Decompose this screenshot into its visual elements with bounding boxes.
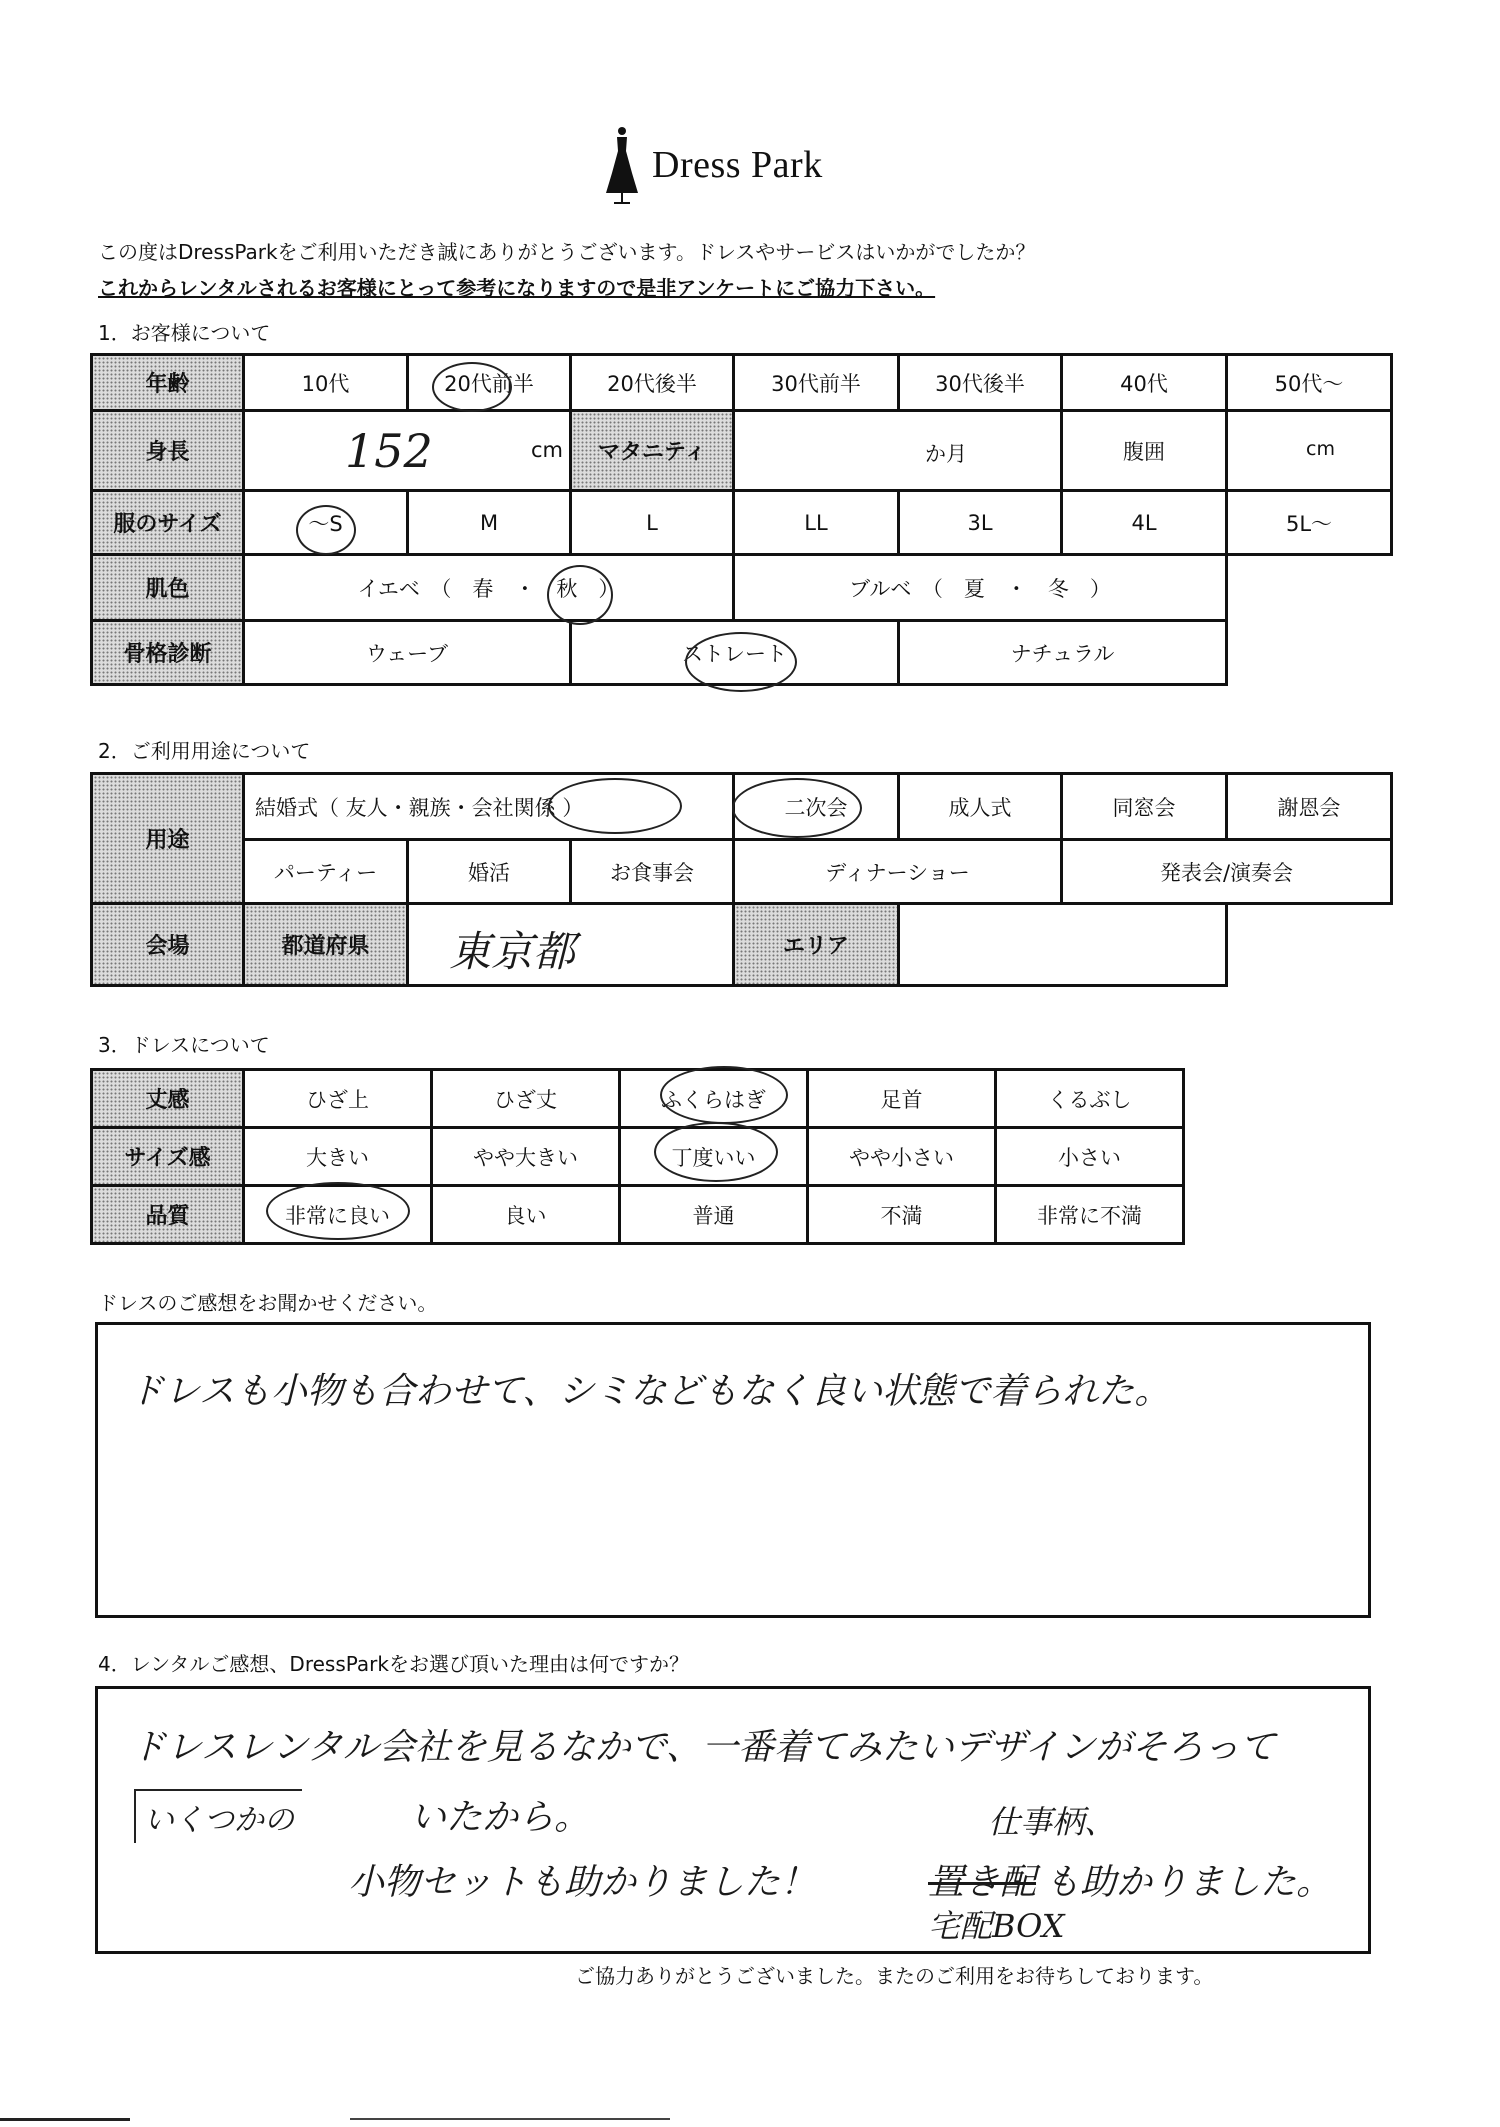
intro-request: これからレンタルされるお客様にとって参考になりますので是非アンケートにご協力下さい。 <box>98 276 936 300</box>
purpose-dinner[interactable]: お食事会 <box>571 840 734 904</box>
quality-label: 品質 <box>92 1186 244 1244</box>
size-option[interactable]: LL <box>734 491 899 555</box>
comment-line3: 小物セットも助かりました！ <box>348 1862 817 1903</box>
dress-comment: ドレスも小物も合わせて、シミなどもなく良い状態で着られた。 <box>128 1371 1171 1412</box>
quality-option[interactable]: 不満 <box>808 1186 996 1244</box>
comment-below: 宅配BOX <box>928 1907 1065 1945</box>
scan-edge-mark <box>350 2118 670 2120</box>
scan-edge-mark <box>0 2118 130 2121</box>
purpose-dinner-show[interactable]: ディナーショー <box>734 840 1062 904</box>
waist-unit: cm <box>1306 438 1335 460</box>
area-field[interactable] <box>899 904 1227 986</box>
height-label: 身長 <box>92 411 244 491</box>
clothing-size-label: 服のサイズ <box>92 491 244 555</box>
purpose-recital[interactable]: 発表会/演奏会 <box>1062 840 1392 904</box>
length-option[interactable]: ひざ丈 <box>432 1070 620 1128</box>
footer-thanks: ご協力ありがとうございました。またのご利用をお待ちしております。 <box>575 1964 1214 1988</box>
purpose-wedding[interactable]: 結婚式（ 友人・親族・会社関係 ） <box>244 774 734 840</box>
length-option[interactable]: ひざ上 <box>244 1070 432 1128</box>
body-type-option[interactable]: ウェーブ <box>244 621 571 685</box>
fit-option-selected[interactable]: 丁度いい <box>620 1128 808 1186</box>
logo-text: Dress Park <box>652 144 823 186</box>
customer-info-table <box>90 353 1393 686</box>
venue-label: 会場 <box>92 904 244 986</box>
quality-option[interactable]: 非常に不満 <box>996 1186 1184 1244</box>
comment-struck: 置き配 <box>928 1862 1037 1903</box>
dress-comment-prompt: ドレスのご感想をお聞かせください。 <box>98 1291 438 1315</box>
fit-label: サイズ感 <box>92 1128 244 1186</box>
length-option[interactable]: 足首 <box>808 1070 996 1128</box>
comment-above: 仕事柄、 <box>988 1803 1117 1841</box>
skin-yellow-base[interactable]: イエベ （ 春 ・ 秋 ） <box>244 555 734 621</box>
body-type-option[interactable]: ナチュラル <box>899 621 1227 685</box>
size-option-selected[interactable]: ～S <box>244 491 408 555</box>
age-option[interactable]: 30代後半 <box>899 355 1062 411</box>
section2-title: 2．ご利用用途について <box>98 739 311 763</box>
length-option[interactable]: くるぶし <box>996 1070 1184 1128</box>
section4-title: 4．レンタルご感想、DressParkをお選び頂いた理由は何ですか？ <box>98 1652 689 1676</box>
length-option-selected[interactable]: ふくらはぎ <box>620 1070 808 1128</box>
dress-comment-box[interactable] <box>95 1322 1371 1618</box>
comment-inserted: いくつかの <box>134 1789 302 1843</box>
skin-tone-label: 肌色 <box>92 555 244 621</box>
size-option[interactable]: M <box>408 491 571 555</box>
purpose-konkatsu[interactable]: 婚活 <box>408 840 571 904</box>
comment-line3b: も助かりました。 <box>1044 1862 1333 1903</box>
fit-option[interactable]: 小さい <box>996 1128 1184 1186</box>
height-field[interactable] <box>244 411 571 491</box>
waist-field[interactable] <box>1227 411 1392 491</box>
dress-silhouette-icon <box>600 125 644 205</box>
comment-line1: ドレスレンタル会社を見るなかで、一番着てみたいデザインがそろって <box>130 1727 1276 1768</box>
age-option-selected[interactable]: 20代前半 <box>408 355 571 411</box>
body-type-label: 骨格診断 <box>92 621 244 685</box>
height-value: 152 <box>345 424 433 478</box>
fit-option[interactable]: やや大きい <box>432 1128 620 1186</box>
purpose-afterparty-selected[interactable]: 二次会 <box>734 774 899 840</box>
waist-label: 腹囲 <box>1062 411 1227 491</box>
area-label: エリア <box>734 904 899 986</box>
prefecture-field[interactable] <box>408 904 734 986</box>
purpose-party[interactable]: パーティー <box>244 840 408 904</box>
height-unit: cm <box>530 438 563 462</box>
empty-cell <box>1227 904 1392 986</box>
purpose-coming-of-age[interactable]: 成人式 <box>899 774 1062 840</box>
size-option[interactable]: 5L～ <box>1227 491 1392 555</box>
fit-option[interactable]: やや小さい <box>808 1128 996 1186</box>
size-option[interactable]: 3L <box>899 491 1062 555</box>
prefecture-value: 東京都 <box>449 927 576 976</box>
maternity-label: マタニティ <box>571 411 734 491</box>
body-type-option-selected[interactable]: ストレート <box>571 621 899 685</box>
section1-title: 1．お客様について <box>98 321 271 345</box>
prefecture-label: 都道府県 <box>244 904 408 986</box>
rental-comment-box[interactable] <box>95 1686 1371 1954</box>
age-label: 年齢 <box>92 355 244 411</box>
quality-option[interactable]: 良い <box>432 1186 620 1244</box>
empty-cell <box>1227 555 1392 621</box>
dress-table <box>90 1068 1185 1245</box>
age-option[interactable]: 50代～ <box>1227 355 1392 411</box>
purpose-thank-you-party[interactable]: 謝恩会 <box>1227 774 1392 840</box>
empty-cell <box>1227 621 1392 685</box>
age-option[interactable]: 40代 <box>1062 355 1227 411</box>
purpose-label: 用途 <box>92 774 244 904</box>
skin-blue-base[interactable]: ブルベ （ 夏 ・ 冬 ） <box>734 555 1227 621</box>
dresspark-logo <box>600 125 860 210</box>
fit-option[interactable]: 大きい <box>244 1128 432 1186</box>
size-option[interactable]: 4L <box>1062 491 1227 555</box>
comment-line2: いたから。 <box>410 1797 591 1838</box>
section3-title: 3．ドレスについて <box>98 1033 270 1057</box>
size-option[interactable]: L <box>571 491 734 555</box>
age-option[interactable]: 10代 <box>244 355 408 411</box>
intro-text: この度はDressParkをご利用いただき誠にありがとうございます。ドレスやサービスはいかがでしたか？ <box>98 240 1036 264</box>
maternity-months-field[interactable] <box>734 411 1062 491</box>
usage-table <box>90 772 1393 987</box>
quality-option[interactable]: 普通 <box>620 1186 808 1244</box>
age-option[interactable]: 20代後半 <box>571 355 734 411</box>
purpose-reunion[interactable]: 同窓会 <box>1062 774 1227 840</box>
months-unit: か月 <box>925 442 967 466</box>
length-label: 丈感 <box>92 1070 244 1128</box>
age-option[interactable]: 30代前半 <box>734 355 899 411</box>
quality-option-selected[interactable]: 非常に良い <box>244 1186 432 1244</box>
